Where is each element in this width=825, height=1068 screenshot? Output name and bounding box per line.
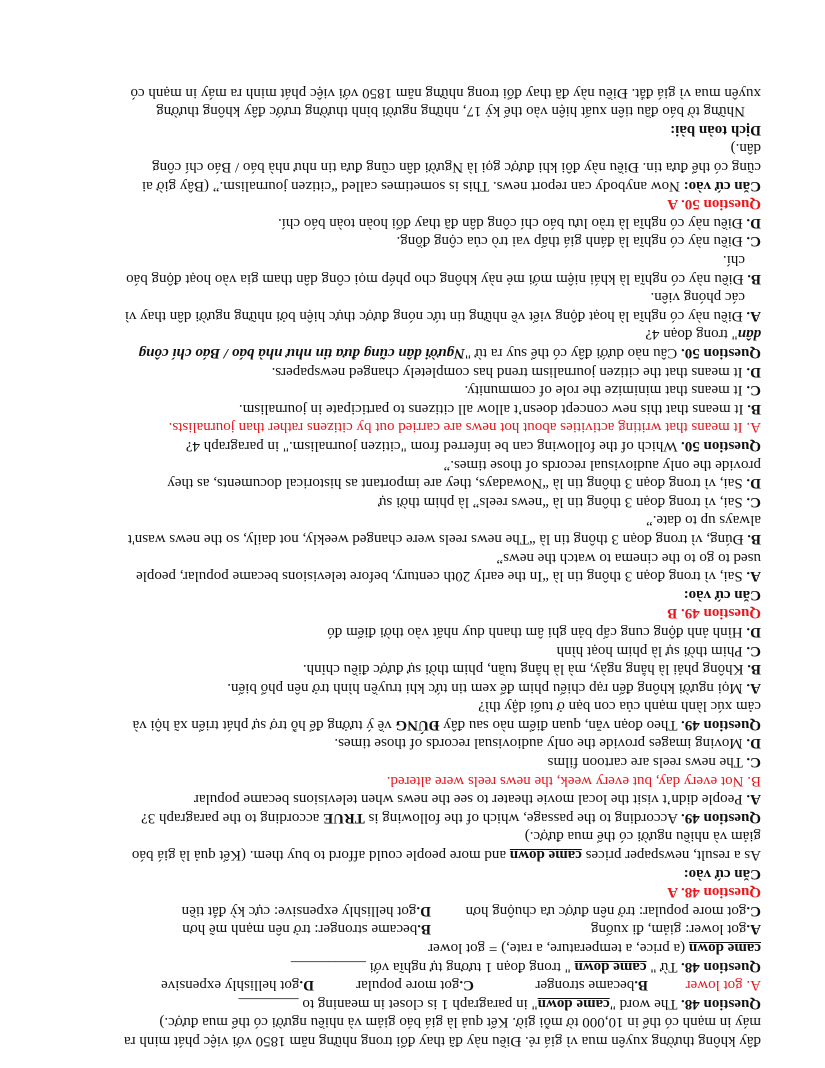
- question-49-prompt: Question 49. According to the passage, which of the following is TRUE according to the paragraph 3?: [141, 809, 761, 826]
- evidence-line: giảm và nhiều người có thể mua được.): [524, 828, 761, 845]
- option-a-vi: A. Mọi người không đến rạp chiếu phim để xem tin tức khi truyền hình trở nên phổ biến.: [227, 679, 761, 696]
- option-c: C. The news reels are cartoon films: [547, 754, 761, 771]
- option-a: A. got lower: [685, 977, 761, 994]
- question-label: Question 50.: [680, 438, 761, 454]
- translation-line: xuyên mua vì giá đắt. Điều này đã thay đổi trong những năm 1850 với việc phát minh ra máy in mạnh có: [130, 84, 761, 101]
- answer-blank: __________: [290, 958, 366, 975]
- explanation-d-cont: provide the only audiovisual records of those times.”: [443, 456, 761, 473]
- option-b: B. It means that this new concept doesn’t allow all citizens to participate in journalism.: [238, 400, 761, 417]
- keyword: came down: [574, 958, 647, 975]
- prompt-continuation: cảm xúc lành mạnh của con bạn ở tuổi dậy thì?: [478, 698, 761, 715]
- explanation-c: C. Sai, vì trong đoạn 3 thông tin là “news reels” là phim thời sự: [378, 493, 761, 510]
- option-c-vi: C. Phim thời sự là phim hoạt hình: [556, 642, 761, 659]
- option-c-vi: C. Điều này có nghĩa là đánh giá thấp vai trò của cộng đồng.: [396, 233, 761, 250]
- option-b-correct: B. Not every day, but every week, the news reels were altered.: [386, 772, 761, 789]
- basis-line: Căn cứ vào: Now anybody can report news. This is sometimes called “citizen journalism.” (Bây giờ ai: [141, 177, 761, 194]
- question-label: Question 49.: [680, 716, 761, 733]
- prompt-continuation: dân" trong đoạn 4?: [645, 326, 761, 343]
- basis-label: Căn cứ vào:: [683, 865, 761, 882]
- question-50-vi-prompt: Question 50. Câu nào dưới đây có thể suy ra từ "Người dân cũng đưa tin như nhà báo / Báo chí công: [138, 345, 761, 362]
- option-b-vi-cont: chí.: [722, 252, 745, 269]
- option-d: D. It means that the citizen journalism trend has completely changed newspapers.: [271, 363, 761, 380]
- passage-translation-line: đây không thường xuyên mua vì giá rẻ. Điều này đã thay đổi trong những năm 1850 với việc phát minh ra: [124, 1033, 761, 1049]
- passage-translation-line: máy in mạnh có thể in 10,000 tờ mỗi giờ. Kết quả là giá báo giảm và nhiều người có thể mua được.): [159, 1014, 761, 1031]
- question-label: Question 48.: [680, 995, 761, 1012]
- option-b-explanation: B.became stronger: trở nên mạnh mẽ hơn: [182, 921, 431, 938]
- explanation-b-cont: always up to date.”: [646, 512, 761, 529]
- prompt-text: " in paragraph 1 is closet in meaning to: [298, 995, 538, 1012]
- question-48-vi-prompt: Question 48. Từ " came down " trong đoạn 1 tương tự nghĩa với __________: [290, 958, 761, 975]
- answer-heading: Question 48. A: [667, 884, 761, 901]
- basis-label: Căn cứ vào:: [683, 586, 761, 603]
- question-50-prompt: Question 50. Which of the following can be inferred from "citizen journalism." in paragraph 4?: [185, 438, 761, 454]
- keyword: came down: [537, 995, 610, 1012]
- option-c: C. It means that minimize the role of community.: [464, 382, 761, 399]
- explanation-d: D. Sai, vì trong đoạn 3 thông tin là “Nowadays, they are important as historical documents, as they: [167, 475, 761, 492]
- option-d-vi: D. Điều này có nghĩa là trào lưu báo chí công dân đã thay đổi hoàn toàn báo chí.: [278, 214, 761, 231]
- option-b-vi: B. Điều này có nghĩa là khái niệm mới mẻ này không cho phép mọi công dân tham gia vào hoạt động báo: [126, 270, 761, 287]
- quoted-phrase: Người dân cũng đưa tin như nhà báo / Báo chí công: [138, 345, 465, 362]
- question-49-vi-prompt: Question 49. Theo đoạn văn, quan điểm nào sau đây ĐÚNG về ý tưởng để hỗ trợ sự phát triển xã hội và: [132, 716, 761, 733]
- definition-line: came down (a price, a temperature, a rate,) = got lower: [428, 940, 761, 957]
- basis-line-cont: cũng có thể đưa tin. Điều này đôi khi được gọi là Người dân cũng đưa tin như nhà báo / Báo chí công: [152, 159, 761, 176]
- question-label: Question 49.: [680, 809, 761, 826]
- answer-heading: Question 49. B: [667, 605, 761, 622]
- evidence-line: As a result, newspaper prices came down and more people could afford to buy them. (Kết quả là giá báo: [131, 847, 761, 864]
- explanation-a: A. Sai, vì trong đoạn 3 thông tin là “In the early 20th century, before televisions became popular, people: [136, 568, 761, 585]
- question-48-options: [64, 976, 761, 995]
- option-a: A. People didn’t visit the local movie theater to see the news when televisions became popular: [193, 791, 761, 808]
- prompt-text: The word ": [609, 995, 681, 1012]
- translation-line: Những tờ báo đầu tiên xuất hiện vào thế kỷ 17, những người bình thường trước đây không thường: [156, 103, 745, 120]
- answer-heading: Question 50. A: [667, 196, 761, 213]
- option-a-correct: A. It means that writing activities about hot news are carried out by citizens rather than journalists.: [168, 419, 761, 436]
- translation-heading: Dịch toàn bài:: [670, 121, 761, 138]
- option-a-vi-cont: các phóng viên.: [650, 289, 745, 306]
- option-a-vi: A. Điều này có nghĩa là hoạt động viết về những tin tức nóng được thực hiện bởi những người dân thay vì: [124, 307, 761, 324]
- explanation-a-cont: used to go to the cinema to watch the news”: [496, 549, 761, 566]
- basis-line-cont: dân.): [730, 140, 761, 157]
- option-c: C.got more popular: [356, 977, 474, 994]
- question-label: Question 48.: [680, 958, 761, 975]
- question-48-prompt: [64, 994, 761, 1013]
- option-b: B.became stronger: [535, 977, 648, 994]
- option-b-vi: B. Không phải là hằng ngày, mà là hằng tuần, phim thời sự được điều chỉnh.: [302, 661, 761, 678]
- explanation-b: B. Đúng, vì trong đoạn 3 thông tin là “The news reels were changed weekly, not daily, so the news wasn't: [127, 530, 761, 547]
- option-a-explanation: A.got lower: giảm, đi xuống: [591, 921, 761, 938]
- answer-blank: ________: [238, 995, 299, 1012]
- option-d-explanation: D.got hellishly expensive: cực kỳ đắt tiền: [181, 902, 431, 919]
- option-d: D. Moving images provide the only audiovisual records of those times.: [334, 735, 761, 752]
- option-explanations-cd: [64, 901, 761, 920]
- option-explanations-ab: [64, 920, 761, 939]
- option-d: D.got hellishly expensive: [161, 977, 314, 994]
- question-label: Question 50.: [680, 345, 761, 362]
- document-content: [64, 83, 761, 1050]
- option-d-vi: D. Hình ảnh động cung cấp bản ghi âm thanh duy nhất vào thời điểm đó: [327, 623, 761, 640]
- option-c-explanation: C.got more popular: trở nên được ưa chuộng hơn: [465, 902, 761, 919]
